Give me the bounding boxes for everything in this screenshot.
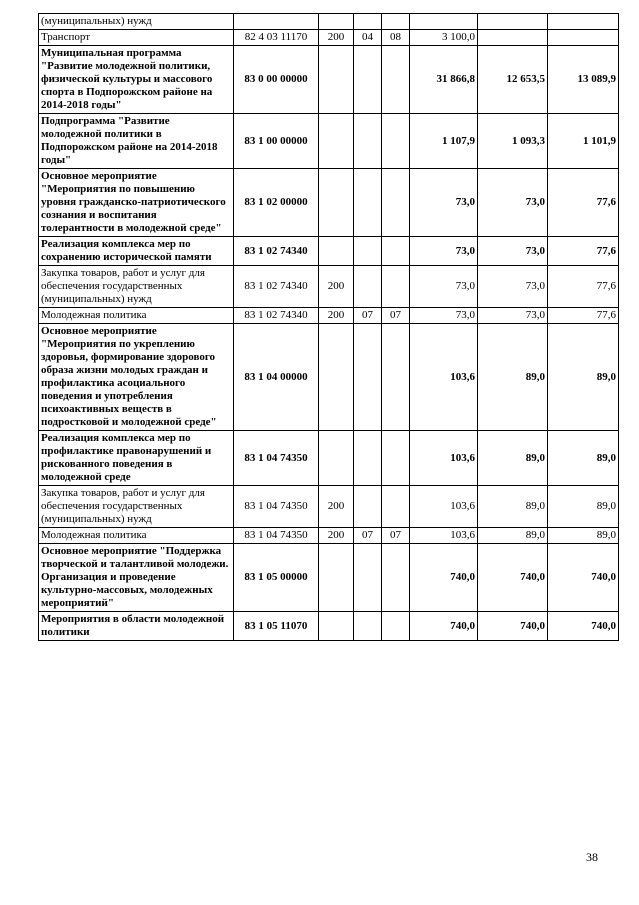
amount-cell-1: 740,0 [410, 544, 478, 612]
amount-cell-2: 73,0 [478, 308, 548, 324]
table-row [39, 431, 619, 486]
table-row [39, 46, 619, 114]
table-row [39, 528, 619, 544]
subsection-cell [382, 486, 410, 528]
expense-type-cell [319, 431, 354, 486]
section-cell: 07 [354, 528, 382, 544]
amount-cell-2: 89,0 [478, 528, 548, 544]
row-name-cell: Закупка товаров, работ и услуг для обеспечения государственных (муниципальных) нужд [39, 266, 234, 308]
subsection-cell [382, 169, 410, 237]
section-cell [354, 612, 382, 641]
target-article-code-cell: 83 1 02 74340 [234, 237, 319, 266]
expense-type-cell [319, 612, 354, 641]
row-name-cell: Мероприятия в области молодежной политики [39, 612, 234, 641]
section-cell [354, 266, 382, 308]
amount-cell-1: 103,6 [410, 324, 478, 431]
subsection-cell [382, 46, 410, 114]
amount-cell-3: 740,0 [548, 544, 619, 612]
table-row [39, 308, 619, 324]
subsection-cell [382, 431, 410, 486]
section-cell [354, 14, 382, 30]
row-name-cell: Реализация комплекса мер по сохранению исторической памяти [39, 237, 234, 266]
expense-type-cell: 200 [319, 486, 354, 528]
amount-cell-1: 73,0 [410, 266, 478, 308]
row-name-cell: Молодежная политика [39, 308, 234, 324]
subsection-cell [382, 324, 410, 431]
amount-cell-3: 77,6 [548, 266, 619, 308]
target-article-code-cell: 83 1 04 74350 [234, 431, 319, 486]
section-cell [354, 324, 382, 431]
expense-type-cell [319, 114, 354, 169]
amount-cell-3 [548, 30, 619, 46]
row-name-cell: Транспорт [39, 30, 234, 46]
amount-cell-2: 12 653,5 [478, 46, 548, 114]
expense-type-cell [319, 169, 354, 237]
table-row [39, 486, 619, 528]
row-name-cell: (муниципальных) нужд [39, 14, 234, 30]
subsection-cell: 08 [382, 30, 410, 46]
table-row [39, 266, 619, 308]
subsection-cell [382, 237, 410, 266]
amount-cell-3: 89,0 [548, 431, 619, 486]
table-row [39, 114, 619, 169]
target-article-code-cell [234, 14, 319, 30]
amount-cell-1: 73,0 [410, 237, 478, 266]
table-row [39, 14, 619, 30]
amount-cell-2: 89,0 [478, 324, 548, 431]
amount-cell-1: 740,0 [410, 612, 478, 641]
expense-type-cell [319, 14, 354, 30]
amount-cell-3: 89,0 [548, 324, 619, 431]
target-article-code-cell: 83 1 04 74350 [234, 528, 319, 544]
amount-cell-3: 89,0 [548, 486, 619, 528]
row-name-cell: Основное мероприятие "Мероприятия по укреплению здоровья, формирование здорового образа жизни молодых граждан и профилактика асоциального поведения и употребления психоактивных веществ в подростковой и молодежной среде" [39, 324, 234, 431]
target-article-code-cell: 83 0 00 00000 [234, 46, 319, 114]
amount-cell-1: 3 100,0 [410, 30, 478, 46]
expense-type-cell: 200 [319, 266, 354, 308]
amount-cell-2: 73,0 [478, 266, 548, 308]
budget-table [38, 13, 619, 641]
subsection-cell [382, 14, 410, 30]
row-name-cell: Подпрограмма "Развитие молодежной политики в Подпорожском районе на 2014-2018 годы" [39, 114, 234, 169]
row-name-cell: Молодежная политика [39, 528, 234, 544]
amount-cell-1: 73,0 [410, 308, 478, 324]
expense-type-cell [319, 544, 354, 612]
amount-cell-3: 77,6 [548, 169, 619, 237]
expense-type-cell: 200 [319, 528, 354, 544]
amount-cell-2: 740,0 [478, 544, 548, 612]
section-cell: 04 [354, 30, 382, 46]
target-article-code-cell: 83 1 02 00000 [234, 169, 319, 237]
target-article-code-cell: 83 1 05 00000 [234, 544, 319, 612]
amount-cell-1: 103,6 [410, 486, 478, 528]
amount-cell-2: 740,0 [478, 612, 548, 641]
subsection-cell [382, 114, 410, 169]
subsection-cell [382, 266, 410, 308]
table-body [39, 14, 619, 641]
row-name-cell: Реализация комплекса мер по профилактике правонарушений и рискованного поведения в молодежной среде [39, 431, 234, 486]
target-article-code-cell: 83 1 05 11070 [234, 612, 319, 641]
expense-type-cell [319, 46, 354, 114]
amount-cell-2: 73,0 [478, 169, 548, 237]
subsection-cell [382, 612, 410, 641]
table-row [39, 612, 619, 641]
section-cell [354, 237, 382, 266]
amount-cell-2: 89,0 [478, 431, 548, 486]
subsection-cell [382, 544, 410, 612]
subsection-cell: 07 [382, 528, 410, 544]
table-row [39, 30, 619, 46]
amount-cell-3: 77,6 [548, 237, 619, 266]
expense-type-cell: 200 [319, 30, 354, 46]
subsection-cell: 07 [382, 308, 410, 324]
amount-cell-1: 73,0 [410, 169, 478, 237]
table-row [39, 324, 619, 431]
amount-cell-2: 1 093,3 [478, 114, 548, 169]
expense-type-cell [319, 324, 354, 431]
section-cell [354, 114, 382, 169]
amount-cell-2: 73,0 [478, 237, 548, 266]
amount-cell-2: 89,0 [478, 486, 548, 528]
amount-cell-3: 1 101,9 [548, 114, 619, 169]
table-row [39, 169, 619, 237]
amount-cell-3 [548, 14, 619, 30]
amount-cell-3: 740,0 [548, 612, 619, 641]
expense-type-cell: 200 [319, 308, 354, 324]
amount-cell-1: 1 107,9 [410, 114, 478, 169]
amount-cell-3: 89,0 [548, 528, 619, 544]
row-name-cell: Основное мероприятие "Поддержка творческой и талантливой молодежи. Организация и проведение культурно-массовых, молодежных мероприятий" [39, 544, 234, 612]
page-number: 38 [586, 850, 598, 864]
row-name-cell: Закупка товаров, работ и услуг для обеспечения государственных (муниципальных) нужд [39, 486, 234, 528]
amount-cell-1: 103,6 [410, 431, 478, 486]
target-article-code-cell: 82 4 03 11170 [234, 30, 319, 46]
amount-cell-1: 103,6 [410, 528, 478, 544]
target-article-code-cell: 83 1 04 00000 [234, 324, 319, 431]
section-cell [354, 486, 382, 528]
section-cell [354, 169, 382, 237]
target-article-code-cell: 83 1 04 74350 [234, 486, 319, 528]
section-cell [354, 431, 382, 486]
row-name-cell: Муниципальная программа "Развитие молодежной политики, физической культуры и массового спорта в Подпорожском районе на 2014-2018 годы" [39, 46, 234, 114]
amount-cell-1 [410, 14, 478, 30]
amount-cell-2 [478, 14, 548, 30]
row-name-cell: Основное мероприятие "Мероприятия по повышению уровня гражданско-патриотического сознания и воспитания толерантности в молодежной среде" [39, 169, 234, 237]
amount-cell-2 [478, 30, 548, 46]
expense-type-cell [319, 237, 354, 266]
section-cell: 07 [354, 308, 382, 324]
section-cell [354, 46, 382, 114]
amount-cell-1: 31 866,8 [410, 46, 478, 114]
target-article-code-cell: 83 1 00 00000 [234, 114, 319, 169]
target-article-code-cell: 83 1 02 74340 [234, 308, 319, 324]
amount-cell-3: 77,6 [548, 308, 619, 324]
table-row [39, 544, 619, 612]
target-article-code-cell: 83 1 02 74340 [234, 266, 319, 308]
section-cell [354, 544, 382, 612]
amount-cell-3: 13 089,9 [548, 46, 619, 114]
table-row [39, 237, 619, 266]
